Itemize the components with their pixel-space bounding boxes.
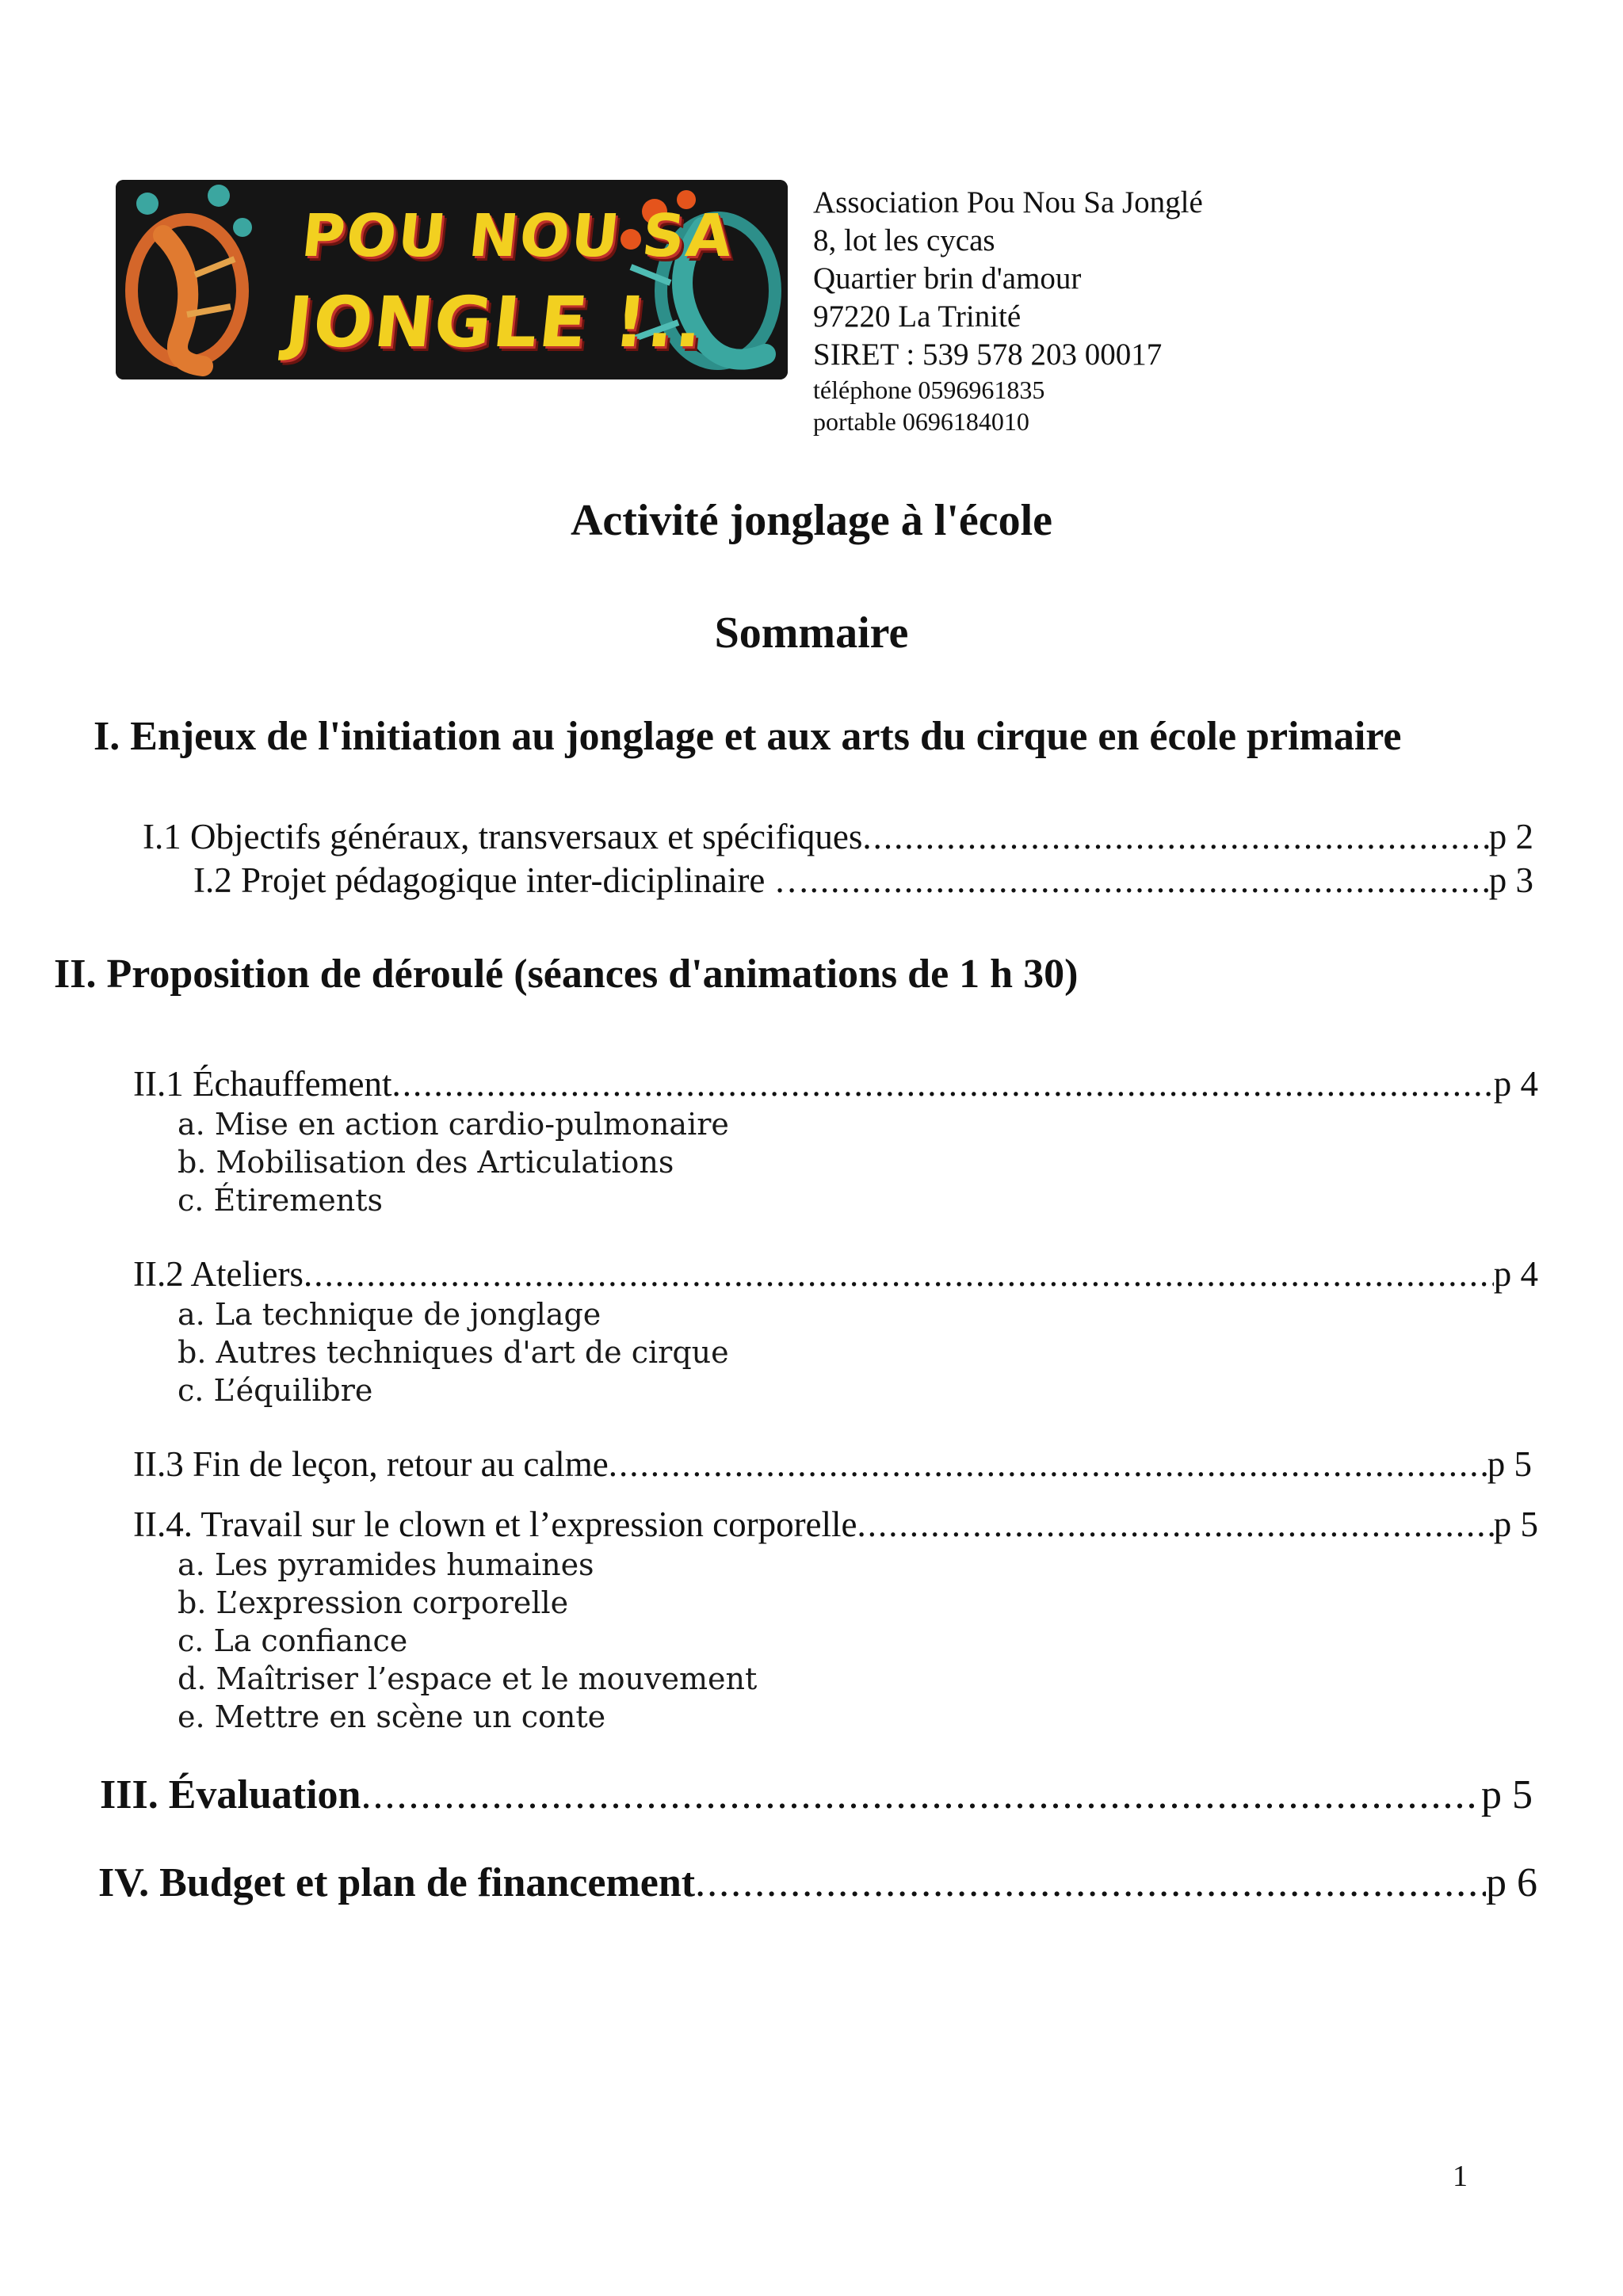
logo-text-top: POU NOU SA: [298, 202, 737, 270]
toc-subitem: a. Mise en action cardio-pulmonaire: [178, 1107, 729, 1142]
toc-entry-1-1[interactable]: [143, 816, 1533, 857]
toc-page: p 5: [1481, 1772, 1533, 1817]
toc-entry-3[interactable]: [100, 1772, 1533, 1818]
toc-page: p 4: [1493, 1254, 1538, 1294]
dot-leader: [695, 1859, 1486, 1906]
toc-subitem: d. Maîtriser l’espace et le mouvement: [178, 1661, 758, 1696]
dot-leader: [609, 1444, 1487, 1485]
mobile-number: portable 0696184010: [813, 407, 1029, 436]
association-name: Association Pou Nou Sa Jonglé: [813, 185, 1203, 219]
toc-page: p 3: [1488, 860, 1533, 900]
dot-leader: [392, 1063, 1494, 1104]
logo-text-bottom: JONGLE !..: [281, 281, 708, 363]
toc-label: III. Évaluation: [100, 1772, 361, 1817]
toc-entry-1-2[interactable]: [193, 860, 1533, 901]
siret-number: SIRET : 539 578 203 00017: [813, 338, 1163, 372]
section-2-heading: II. Proposition de déroulé (séances d'animations de 1 h 30): [54, 952, 1079, 997]
page-number: 1: [1453, 2160, 1468, 2193]
section-1-heading: I. Enjeux de l'initiation au jonglage et aux arts du cirque en école primaire: [94, 714, 1402, 759]
address-block: [813, 184, 1203, 437]
toc-subitem: c. L’équilibre: [178, 1373, 373, 1408]
toc-subitem: b. L’expression corporelle: [178, 1585, 569, 1620]
dot-leader: [857, 1504, 1494, 1545]
association-logo: [116, 180, 788, 379]
dot-leader: [810, 860, 1489, 901]
address-quarter: Quartier brin d'amour: [813, 261, 1082, 296]
toc-page: p 2: [1488, 817, 1533, 856]
toc-subitem: c. La confiance: [178, 1623, 408, 1658]
toc-label: II.4. Travail sur le clown et l’expression corporelle: [133, 1505, 857, 1544]
toc-label: IV. Budget et plan de financement: [98, 1860, 696, 1905]
address-city: 97220 La Trinité: [813, 299, 1022, 334]
toc-entry-2-4[interactable]: [133, 1504, 1538, 1545]
toc-label: II.2 Ateliers: [133, 1254, 304, 1294]
dot-leader: [304, 1253, 1494, 1295]
toc-page: p 5: [1487, 1444, 1532, 1484]
dot-leader: [862, 816, 1488, 857]
toc-label: I.1 Objectifs généraux, transversaux et spécifiques: [143, 817, 863, 856]
toc-subitem: a. Les pyramides humaines: [178, 1547, 594, 1582]
phone-number: téléphone 0596961835: [813, 376, 1045, 404]
toc-entry-4[interactable]: [98, 1859, 1537, 1906]
address-street: 8, lot les cycas: [813, 223, 995, 257]
toc-subitem: a. La technique de jonglage: [178, 1297, 601, 1332]
toc-entry-2-1[interactable]: [133, 1063, 1538, 1104]
toc-subitem: b. Autres techniques d'art de cirque: [178, 1335, 729, 1370]
toc-label: I.2 Projet pédagogique inter-diciplinaire …: [193, 860, 810, 900]
toc-page: p 6: [1486, 1860, 1537, 1905]
toc-subitem: e. Mettre en scène un conte: [178, 1699, 606, 1734]
toc-label: II.1 Échauffement: [133, 1064, 392, 1104]
toc-entry-2-2[interactable]: [133, 1253, 1538, 1295]
toc-entry-2-3[interactable]: [133, 1444, 1532, 1485]
document-title: Activité jonglage à l'école: [570, 496, 1052, 545]
toc-subitem: c. Étirements: [178, 1183, 384, 1218]
toc-subitem: b. Mobilisation des Articulations: [178, 1145, 674, 1180]
toc-label: II.3 Fin de leçon, retour au calme: [133, 1444, 609, 1484]
summary-heading: Sommaire: [714, 608, 909, 658]
dot-leader: [361, 1772, 1481, 1818]
toc-page: p 4: [1493, 1064, 1538, 1104]
toc-page: p 5: [1493, 1505, 1538, 1544]
